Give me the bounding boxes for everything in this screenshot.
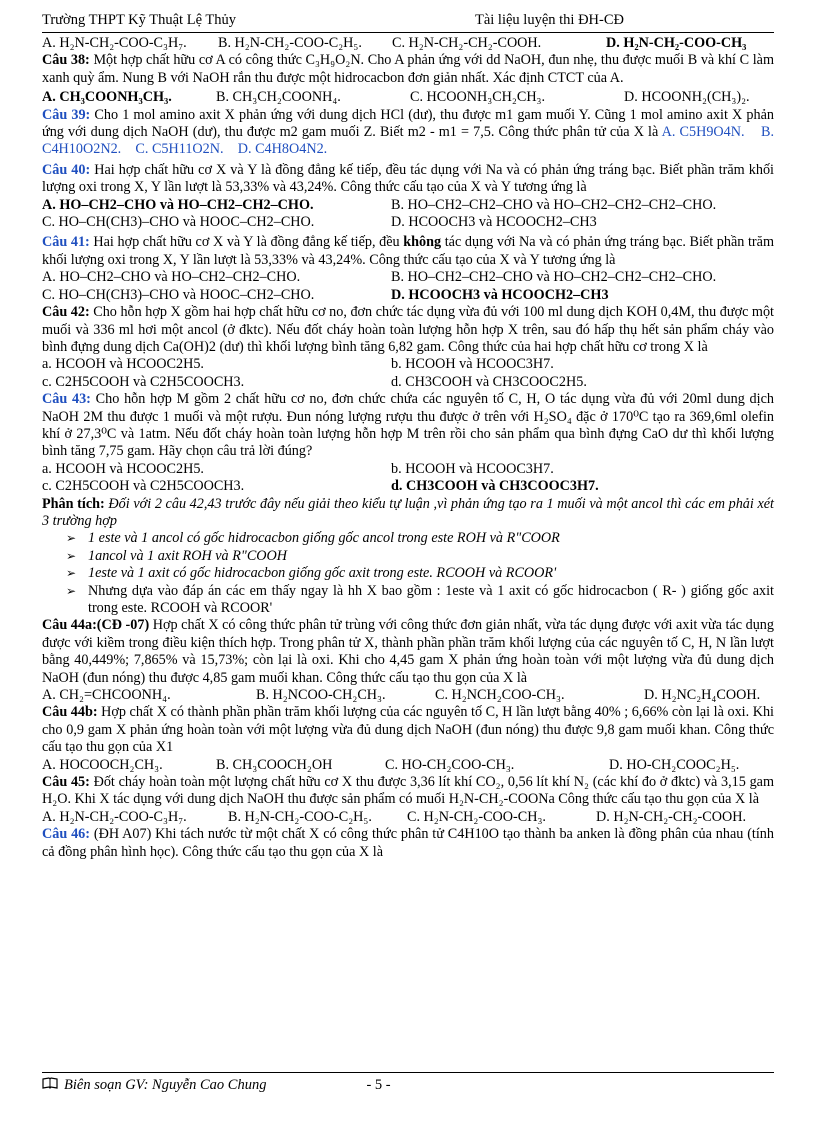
question-label: Câu 44b:	[42, 704, 98, 721]
question-45	[42, 774, 774, 809]
answer-b: B. H₂NCOO-CH₂CH₃.	[256, 687, 386, 704]
answer-c: C. H₂N-CH₂-COO-CH₃.	[407, 808, 546, 825]
answer-d-correct: D. HCOOCH3 và HCOOCH2–CH3	[391, 286, 609, 303]
question-text: Cho hỗn hợp X gồm hai hợp chất hữu cơ no, đơn chức tác dụng vừa đủ với 100 ml dung dịch KOH 0,4M, thu được một muối và 336 ml hơi một ancol (ở đktc). Nếu đốt cháy hoàn toàn lượng hỗn hợp X trên, sau đó hấp thụ hết sản phẩm cháy vào bình đựng dung dịch Ca(OH)2 (dư) thì khối lượng bình tăng 6,82 gam. Công thức của hai hợp chất hữu cơ trong X là	[42, 304, 774, 355]
q38-answers	[42, 89, 774, 106]
question-label: Câu 42:	[42, 304, 90, 321]
answer-a: A. C5H9O4N.	[661, 124, 745, 141]
question-40	[42, 162, 774, 197]
answer-d: D. HO-CH₂COOC₂H₅.	[609, 756, 740, 773]
answer-b: B. H₂N-CH₂-COO-C₂H₅.	[228, 808, 372, 825]
question-text: (ĐH A07) Khi tách nước từ một chất X có công thức phân tử C4H10O tạo thành ba anken là đồng phân của nhau (tính cả đồng phân hình học). Công thức cấu tạo thu gọn của X là	[42, 826, 774, 860]
answer-d-correct: D. H₂N-CH₂-COO-CH₃	[606, 35, 747, 51]
answer-b: B. HO–CH2–CH2–CHO và HO–CH2–CH2–CH2–CHO.	[391, 196, 717, 213]
answer-d: d. CH3COOH và CH3COOC2H5.	[391, 373, 587, 390]
answer-d: D. HCOOCH3 và HCOOCH2–CH3	[391, 214, 597, 231]
answer-c: C. H₂N-CH₂-CH₂-COOH.	[392, 35, 542, 51]
arrow-bullet-icon: ➢	[66, 548, 77, 563]
answer-b: B. HO–CH2–CH2–CHO và HO–CH2–CH2–CH2–CHO.	[391, 269, 717, 286]
answer-a: A. HOCOOCH₂CH₃.	[42, 756, 163, 773]
answer-c: C. HO–CH(CH3)–CHO và HOOC–CH2–CHO.	[42, 214, 315, 231]
answer-d: D. C4H8O4N2.	[237, 141, 328, 158]
answer-b: b. HCOOH và HCOOC3H7.	[391, 460, 554, 477]
answer-a: a. HCOOH và HCOOC2H5.	[42, 356, 204, 373]
question-44a	[42, 617, 774, 687]
author-credit: Biên soạn GV: Nguyễn Cao Chung	[64, 1077, 267, 1093]
document-page	[42, 12, 774, 861]
answer-c: C. HO-CH₂COO-CH₃.	[385, 756, 515, 773]
question-text: Đốt cháy hoàn toàn một lượng chất hữu cơ X thu được 3,36 lít khí CO₂, 0,56 lít khí N₂ (các khí đo ở đktc) và 3,15 gam H₂O. Khi X tác dụng với dung dịch NaOH thu được sản phẩm có muối H₂N-CH₂-COONa Công thức cấu tạo thu gọn của X là	[42, 774, 774, 808]
question-text: Cho hỗn hợp M gồm 2 chất hữu cơ no, đơn chức chứa các nguyên tố C, H, O tác dụng vừa đủ với 20ml dung dịch NaOH 2M thu được 1 muối và một rượu. Đun nóng lượng rượu thu được ở trên với H₂SO₄ đặc ở 170⁰C tạo ra 369,6ml olefin khí ở 27,3⁰C và 1atm. Nếu đốt cháy hoàn toàn lượng hỗn hợp M trên rồi cho sản phẩm qua bình đựng CaO dư thì khối lượng bình tăng 7,75 gam. Hãy chọn câu trả lời đúng?	[42, 391, 774, 460]
answer-c: c. C2H5COOH và C2H5COOCH3.	[42, 478, 245, 495]
q44a-answers	[42, 687, 774, 704]
page-footer	[42, 1072, 774, 1094]
arrow-bullet-icon: ➢	[66, 583, 77, 598]
question-46	[42, 826, 774, 861]
q37-answers	[42, 35, 774, 52]
question-text-emphasis: không	[403, 234, 442, 251]
arrow-bullet-icon: ➢	[66, 531, 77, 546]
question-text-b: tác dụng với Na và có phản ứng tráng bạc. Biết phần trăm khối lượng oxi trong X, Y lần lượt là 53,33% và 43,24%. Công thức cấu tạo của X và Y tương ứng là	[42, 234, 774, 268]
analysis-text: Đối với 2 câu 42,43 trước đây nếu giải theo kiểu tự luận ,vì phản ứng tạo ra 1 muối và một ancol thì các em phải xét 3 trường hợp	[42, 495, 775, 529]
answer-a: a. HCOOH và HCOOC2H5.	[42, 460, 204, 477]
answer-c: C. C5H11O2N.	[135, 141, 224, 158]
answer-a-correct: A. HO–CH2–CHO và HO–CH2–CH2–CHO.	[42, 196, 314, 213]
answer-b: B. CH₃CH₂COONH₄.	[216, 89, 341, 106]
question-label: Câu 45:	[42, 774, 90, 791]
answer-c: C. HO–CH(CH3)–CHO và HOOC–CH2–CHO.	[42, 286, 315, 303]
analysis-label: Phân tích:	[42, 495, 105, 512]
answer-b: B. C4H10O2N2.	[42, 124, 775, 158]
question-label: Câu 41:	[42, 234, 90, 251]
arrow-bullet-icon: ➢	[66, 566, 77, 581]
question-43	[42, 391, 774, 461]
question-text: Một hợp chất hữu cơ A có công thức C₃H₉O₂N. Cho A phản ứng với dd NaOH, đun nhẹ, thu được muối B và khí C làm xanh quỳ ẩm. Nung B với NaOH rắn thu được một hidrocacbon đơn giản nhất. Xác định CTCT của A.	[42, 52, 774, 86]
question-42	[42, 304, 774, 356]
q43-answers	[42, 461, 774, 496]
page-header	[42, 12, 774, 33]
q40-answers	[42, 197, 774, 232]
answer-c: C. HCOONH₃CH₂CH₃.	[410, 89, 546, 106]
book-icon	[42, 1077, 58, 1089]
q45-answers	[42, 809, 774, 826]
answer-a: A. HO–CH2–CHO và HO–CH2–CH2–CHO.	[42, 269, 301, 286]
question-label: Câu 43:	[42, 391, 91, 408]
analysis-section	[42, 496, 774, 531]
question-38	[42, 52, 774, 87]
answer-d: D. HCOONH₂(CH₃)₂.	[624, 89, 750, 106]
answer-b: B. CH₃COOCH₂OH	[216, 756, 333, 773]
question-label: Câu 46:	[42, 826, 91, 843]
question-label: Câu 39:	[42, 106, 91, 123]
question-text: Cho 1 mol amino axit X phản ứng với dung dịch HCl (dư), thu được m1 gam muối Y. Cũng 1 mol amino axit X phản ứng với dung dịch NaOH (dư), thu được m2 gam muối Z. Biết m2 - m1 = 7,5. Công thức phân tử của X là	[42, 106, 774, 141]
bullet-item: ➢ 1 este và 1 ancol có gốc hidrocacbon giống gốc ancol trong este ROH và R"COOR	[66, 530, 560, 547]
question-44b	[42, 704, 774, 756]
bullet-item: ➢ 1ancol và 1 axit ROH và R"COOH	[66, 547, 288, 564]
question-label: Câu 38:	[42, 52, 90, 69]
answer-b: B. H₂N-CH₂-COO-C₂H₅.	[218, 35, 362, 51]
question-41	[42, 234, 774, 269]
question-label: Câu 40:	[42, 161, 91, 178]
question-text: Hợp chất X có công thức phân tử trùng với công thức đơn giản nhất, vừa tác dụng được với axit vừa tác dụng được với kiềm trong điều kiện thích hợp. Trong phân tử X, thành phần phần trăm khối lượng của các nguyên tố C, H, N lần lượt bằng 40,449%; 7,865% và 15,73%; còn lại là oxi. Khi cho 4,45 gam X phản ứng hoàn toàn với một lượng vừa đủ dung dịch NaOH (đun nóng) thu được 4,85 gam muối khan. Công thức cấu tạo thu gọn của X là	[42, 617, 774, 686]
page-content	[42, 35, 774, 861]
answer-c: C. H₂NCH₂COO-CH₃.	[435, 687, 565, 704]
answer-c: c. C2H5COOH và C2H5COOCH3.	[42, 373, 245, 390]
answer-d: D. H₂NC₂H₄COOH.	[644, 687, 761, 704]
q42-answers	[42, 356, 774, 391]
analysis-bullets	[42, 530, 774, 617]
question-label: Câu 44a:(CĐ -07)	[42, 617, 150, 634]
answer-b: b. HCOOH và HCOOC3H7.	[391, 356, 554, 373]
document-title: Tài liệu luyện thi ĐH-CĐ	[474, 12, 624, 28]
answer-a-correct: A. CH₃COONH₃CH₃.	[42, 89, 172, 106]
question-text-a: Hai hợp chất hữu cơ X và Y là đồng đẳng kế tiếp, đều	[89, 234, 404, 251]
school-name: Trường THPT Kỹ Thuật Lệ Thủy	[42, 12, 236, 28]
bullet-item: ➢ 1este và 1 axit có gốc hidrocacbon giống gốc axit trong este. RCOOH và RCOOR'	[66, 565, 557, 582]
q44b-answers	[42, 757, 774, 774]
q41-answers	[42, 269, 774, 304]
question-39	[42, 107, 774, 159]
answer-d-correct: d. CH3COOH và CH3COOC3H7.	[391, 478, 599, 495]
question-text: Hai hợp chất hữu cơ X và Y là đồng đẳng kế tiếp, đều tác dụng với Na và có phản ứng tráng bạc. Biết phần trăm khối lượng oxi trong X, Y lần lượt là 53,33% và 43,24%. Công thức cấu tạo của X và Y tương ứng là	[42, 161, 774, 196]
answer-a: A. H₂N-CH₂-COO-C₃H₇.	[42, 35, 187, 51]
page-number: - 5 -	[366, 1077, 391, 1093]
answer-a: A. CH₂=CHCOONH₄.	[42, 687, 171, 704]
bullet-item: ➢ Nhưng dựa vào đáp án các em thấy ngay là hh X bao gồm : 1este và 1 axit có gốc hidrocacbon ( R- ) giống gốc axit trong este. RCOOH và RCOOR'	[66, 582, 774, 616]
question-text: Hợp chất X có thành phần phần trăm khối lượng của các nguyên tố C, H lần lượt bằng 40% ; 6,66% còn lại là oxi. Khi cho 0,9 gam X phản ứng hoàn toàn với một lượng vừa đủ dung dịch NaOH (đun nóng) thu được 9,8 gam muối khan. Công thức cấu tạo thu gọn của X1	[42, 704, 774, 756]
answer-a: A. H₂N-CH₂-COO-C₃H₇.	[42, 808, 187, 825]
answer-d: D. H₂N-CH₂-CH₂-COOH.	[596, 808, 747, 825]
